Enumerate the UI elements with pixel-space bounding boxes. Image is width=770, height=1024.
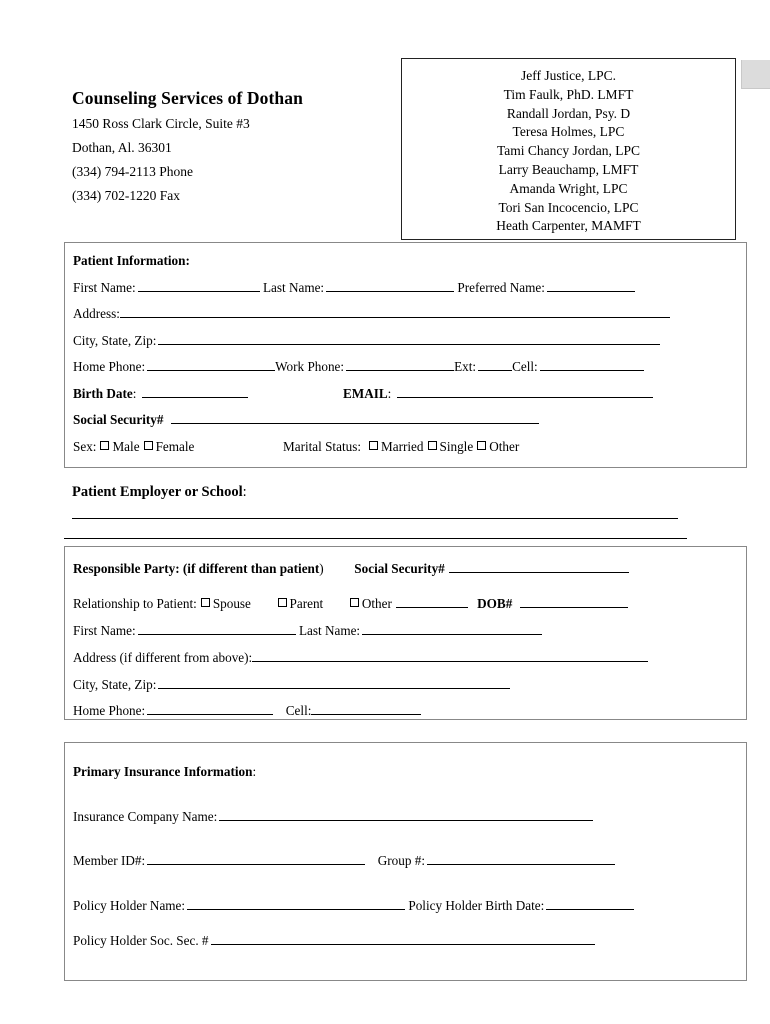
patient-info-section — [64, 242, 747, 468]
ssn-field[interactable] — [171, 422, 539, 424]
patient-info-heading: Patient Information: — [73, 253, 190, 268]
policy-holder-name-label: Policy Holder Name: — [73, 898, 186, 913]
address-label: Address: — [73, 306, 120, 321]
responsible-home-phone-label: Home Phone: — [73, 703, 146, 718]
employer-field[interactable] — [72, 518, 678, 519]
member-group-row — [73, 853, 615, 869]
staff-member: Heath Carpenter, MAMFT — [496, 218, 641, 234]
ext-field[interactable] — [478, 369, 512, 371]
patient-name-row — [73, 280, 635, 296]
female-label: Female — [155, 439, 195, 454]
sex-label: Sex: — [73, 439, 97, 454]
home-phone-field[interactable] — [147, 369, 275, 371]
male-label: Male — [112, 439, 140, 454]
patient-address-row — [73, 306, 670, 322]
staff-member: Tim Faulk, PhD. LMFT — [503, 86, 634, 102]
last-name-label: Last Name: — [262, 280, 325, 295]
marital-status-label: Marital Status: — [282, 439, 362, 454]
relationship-row — [73, 596, 628, 612]
staff-member: Jeff Justice, LPC. — [521, 68, 616, 83]
responsible-ssn-field[interactable] — [449, 571, 629, 573]
responsible-phone-row — [73, 703, 421, 719]
responsible-cell-field[interactable] — [311, 713, 421, 715]
responsible-cell-label: Cell: — [285, 703, 312, 718]
male-checkbox[interactable] — [100, 441, 109, 450]
email-label: EMAIL — [342, 386, 388, 401]
cell-label: Cell: — [512, 359, 538, 374]
section-divider — [64, 538, 687, 539]
dob-label: DOB# — [477, 596, 513, 611]
group-label: Group #: — [377, 853, 426, 868]
group-field[interactable] — [427, 863, 615, 865]
cell-field[interactable] — [540, 369, 644, 371]
responsible-first-name-label: First Name: — [73, 623, 136, 638]
responsible-heading: Responsible Party: (if different than patient — [73, 561, 320, 576]
insurance-heading-row — [73, 764, 256, 780]
staff-member: Tori San Incocencio, LPC — [498, 199, 639, 215]
last-name-field[interactable] — [326, 290, 454, 292]
staff-list — [402, 67, 735, 236]
staff-member: Teresa Holmes, LPC — [512, 124, 625, 140]
birth-date-colon: : — [132, 386, 137, 401]
practice-fax: (334) 702-1220 Fax — [72, 188, 180, 203]
responsible-address-row — [73, 650, 648, 666]
single-checkbox[interactable] — [428, 441, 437, 450]
email-field[interactable] — [397, 396, 653, 398]
preferred-name-field[interactable] — [547, 290, 635, 292]
insurance-heading: Primary Insurance Information — [73, 764, 253, 779]
parent-label: Parent — [289, 596, 324, 611]
practice-city: Dothan, Al. 36301 — [72, 140, 172, 155]
responsible-first-name-field[interactable] — [138, 633, 296, 635]
member-id-label: Member ID#: — [73, 853, 146, 868]
home-phone-label: Home Phone: — [73, 359, 146, 374]
staff-member: Randall Jordan, Psy. D — [506, 105, 631, 121]
birth-date-field[interactable] — [142, 396, 248, 398]
responsible-heading-paren: ) — [319, 561, 324, 576]
work-phone-label: Work Phone: — [275, 359, 345, 374]
insurance-company-row — [73, 809, 593, 825]
spouse-checkbox[interactable] — [201, 598, 210, 607]
city-state-zip-label: City, State, Zip: — [73, 333, 157, 348]
birth-date-label: Birth Date — [73, 386, 133, 401]
patient-birth-email-row — [73, 386, 653, 402]
work-phone-field[interactable] — [346, 369, 454, 371]
other-relationship-checkbox[interactable] — [350, 598, 359, 607]
policy-holder-ssn-field[interactable] — [211, 943, 595, 945]
insurance-heading-colon: : — [252, 764, 257, 779]
email-colon: : — [387, 386, 392, 401]
policy-holder-row — [73, 898, 634, 914]
responsible-last-name-label: Last Name: — [298, 623, 361, 638]
other-checkbox[interactable] — [477, 441, 486, 450]
other-relationship-label: Other — [361, 596, 392, 611]
patient-ssn-row — [73, 412, 539, 428]
practice-address: 1450 Ross Clark Circle, Suite #3 — [72, 116, 250, 131]
preferred-name-label: Preferred Name: — [457, 280, 545, 295]
ext-label: Ext: — [454, 359, 477, 374]
responsible-name-row — [73, 623, 542, 639]
responsible-city-label: City, State, Zip: — [73, 677, 157, 692]
responsible-home-phone-field[interactable] — [147, 713, 273, 715]
female-checkbox[interactable] — [144, 441, 153, 450]
staff-box — [401, 58, 736, 240]
staff-member: Tami Chancy Jordan, LPC — [496, 143, 641, 159]
patient-sex-marital-row — [73, 439, 519, 455]
other-relationship-field[interactable] — [396, 606, 468, 608]
spouse-label: Spouse — [212, 596, 251, 611]
policy-holder-ssn-label: Policy Holder Soc. Sec. # — [73, 933, 209, 948]
dob-field[interactable] — [520, 606, 628, 608]
married-checkbox[interactable] — [369, 441, 378, 450]
employer-row — [72, 484, 247, 501]
practice-name: Counseling Services of Dothan — [72, 88, 303, 108]
policy-holder-name-field[interactable] — [187, 908, 405, 910]
city-state-zip-field[interactable] — [158, 343, 660, 345]
patient-phone-row — [73, 359, 644, 375]
parent-checkbox[interactable] — [278, 598, 287, 607]
scrollbar-thumb[interactable] — [741, 60, 770, 89]
relationship-label: Relationship to Patient: — [73, 596, 197, 611]
staff-member: Larry Beauchamp, LMFT — [498, 161, 639, 177]
employer-colon: : — [242, 484, 247, 500]
insurance-company-field[interactable] — [219, 819, 593, 821]
address-field[interactable] — [120, 316, 670, 318]
employer-heading: Patient Employer or School — [72, 484, 243, 500]
other-label: Other — [489, 439, 520, 454]
ssn-label: Social Security# — [73, 412, 164, 427]
insurance-company-label: Insurance Company Name: — [73, 809, 218, 824]
first-name-label: First Name: — [73, 280, 136, 295]
first-name-field[interactable] — [138, 290, 260, 292]
responsible-ssn-label: Social Security# — [354, 561, 445, 576]
single-label: Single — [439, 439, 474, 454]
member-id-field[interactable] — [147, 863, 365, 865]
policy-holder-ssn-row — [73, 933, 595, 949]
policy-holder-birth-field[interactable] — [546, 908, 634, 910]
patient-city-row — [73, 333, 660, 349]
responsible-address-label: Address (if different from above): — [73, 650, 253, 665]
practice-phone: (334) 794-2113 Phone — [72, 164, 193, 179]
married-label: Married — [381, 439, 424, 454]
staff-member: Amanda Wright, LPC — [509, 180, 628, 196]
responsible-last-name-field[interactable] — [362, 633, 542, 635]
responsible-city-field[interactable] — [158, 687, 510, 689]
responsible-city-row — [73, 677, 510, 693]
responsible-heading-row — [73, 561, 629, 577]
responsible-address-field[interactable] — [252, 660, 648, 662]
policy-holder-birth-label: Policy Holder Birth Date: — [408, 898, 545, 913]
